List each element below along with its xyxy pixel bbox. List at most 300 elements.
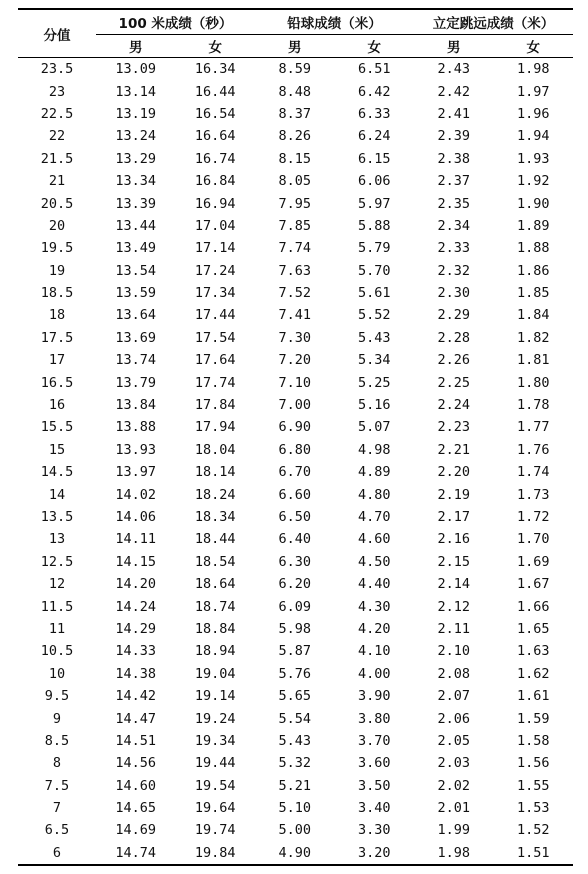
table-row bbox=[18, 483, 573, 505]
cell-100m-male: 13.79 bbox=[115, 374, 157, 391]
cell-100m-female: 18.34 bbox=[194, 509, 236, 525]
cell-100m-female: 19.64 bbox=[194, 800, 236, 817]
cell-shot-male: 5.65 bbox=[278, 688, 311, 705]
cell-shot-female: 3.20 bbox=[335, 842, 415, 865]
cell-score: 7 bbox=[52, 800, 62, 817]
cell-shot-female: 5.70 bbox=[357, 262, 391, 279]
cell-100m-male: 14.06 bbox=[115, 509, 157, 525]
cell-shot-male: 8.05 bbox=[278, 173, 311, 190]
cell-score: 9.5 bbox=[44, 688, 70, 705]
cell-shot-male: 7.30 bbox=[278, 329, 311, 346]
cell-jump-female: 1.89 bbox=[516, 217, 550, 234]
cell-jump-female: 1.74 bbox=[516, 464, 550, 481]
cell-shot-male: 7.00 bbox=[278, 397, 311, 414]
cell-shot-male: 7.85 bbox=[278, 217, 311, 234]
cell-100m-male: 13.93 bbox=[115, 441, 157, 458]
cell-score: 17.5 bbox=[40, 329, 74, 346]
cell-shot-female: 3.80 bbox=[357, 710, 391, 727]
cell-100m-female: 16.54 bbox=[194, 105, 236, 122]
cell-shot-female: 6.06 bbox=[357, 173, 391, 190]
cell-jump-female: 1.85 bbox=[516, 285, 550, 302]
cell-100m-female: 17.44 bbox=[194, 307, 236, 324]
cell-score: 13 bbox=[48, 531, 66, 548]
cell-100m-female: 16.44 bbox=[194, 83, 236, 100]
cell-jump-male: 2.16 bbox=[437, 531, 470, 548]
cell-100m-male: 13.34 bbox=[115, 173, 157, 190]
cell-shot-female: 4.40 bbox=[357, 576, 391, 593]
cell-jump-female: 1.98 bbox=[516, 61, 550, 78]
cell-shot-female: 4.20 bbox=[357, 620, 391, 637]
table-row bbox=[18, 618, 573, 640]
cell-shot-male: 7.74 bbox=[278, 240, 311, 257]
cell-100m-female: 18.14 bbox=[194, 464, 236, 481]
cell-jump-male: 2.11 bbox=[437, 620, 470, 637]
cell-shot-male: 6.40 bbox=[278, 531, 311, 548]
cell-shot-female: 5.88 bbox=[357, 217, 391, 234]
cell-score: 19 bbox=[48, 262, 66, 279]
cell-100m-male: 14.24 bbox=[115, 598, 157, 615]
cell-jump-male: 2.43 bbox=[437, 61, 470, 78]
cell-100m-female: 18.04 bbox=[194, 441, 236, 458]
cell-shot-female: 3.40 bbox=[357, 800, 391, 817]
cell-jump-male: 2.20 bbox=[437, 464, 470, 481]
cell-shot-male: 5.87 bbox=[278, 643, 311, 660]
cell-score: 10 bbox=[48, 665, 66, 682]
cell-100m-male: 14.29 bbox=[115, 620, 157, 637]
cell-shot-female: 4.89 bbox=[357, 464, 391, 481]
cell-100m-male: 13.44 bbox=[115, 217, 157, 234]
cell-shot-female: 5.34 bbox=[357, 352, 391, 369]
cell-100m-female: 18.54 bbox=[194, 553, 236, 570]
score-table-container bbox=[18, 8, 573, 866]
cell-jump-female: 1.86 bbox=[516, 262, 550, 279]
cell-score: 8.5 bbox=[44, 732, 70, 749]
cell-jump-male: 2.42 bbox=[437, 83, 470, 100]
cell-jump-male: 2.32 bbox=[437, 262, 470, 279]
header-shot-female: 女 bbox=[367, 40, 381, 56]
cell-shot-female: 4.10 bbox=[357, 643, 391, 660]
cell-shot-male: 6.09 bbox=[278, 598, 311, 615]
cell-score: 11 bbox=[48, 620, 66, 637]
table-row bbox=[18, 730, 573, 752]
cell-score: 21 bbox=[48, 173, 66, 190]
table-row bbox=[18, 304, 573, 326]
cell-shot-female: 4.50 bbox=[357, 553, 391, 570]
cell-jump-female: 1.90 bbox=[516, 195, 550, 212]
cell-shot-female: 3.30 bbox=[357, 822, 391, 839]
cell-shot-male: 7.10 bbox=[278, 374, 311, 391]
cell-score: 21.5 bbox=[40, 150, 74, 167]
cell-100m-male: 13.74 bbox=[115, 352, 157, 369]
cell-shot-male: 6.90 bbox=[278, 419, 311, 436]
table-row bbox=[18, 506, 573, 528]
header-jump-male: 男 bbox=[447, 40, 461, 56]
cell-shot-male: 7.41 bbox=[278, 307, 311, 324]
table-row bbox=[18, 103, 573, 125]
cell-100m-female: 18.44 bbox=[194, 531, 236, 548]
cell-100m-male: 13.84 bbox=[115, 397, 157, 414]
cell-100m-female: 19.04 bbox=[194, 665, 236, 682]
cell-jump-female: 1.76 bbox=[516, 441, 550, 458]
cell-score: 16.5 bbox=[40, 374, 74, 391]
cell-score: 12.5 bbox=[40, 553, 74, 570]
cell-shot-male: 7.63 bbox=[278, 262, 311, 279]
cell-jump-male: 2.15 bbox=[437, 553, 470, 570]
cell-100m-female: 17.34 bbox=[194, 285, 236, 302]
cell-jump-male: 2.39 bbox=[437, 128, 470, 145]
cell-jump-female: 1.66 bbox=[516, 598, 550, 615]
cell-100m-female: 19.44 bbox=[194, 755, 236, 772]
cell-shot-female: 6.51 bbox=[357, 61, 391, 78]
cell-score: 20 bbox=[48, 217, 66, 234]
cell-jump-female: 1.59 bbox=[516, 710, 550, 727]
cell-shot-female: 4.30 bbox=[357, 598, 391, 615]
table-row bbox=[18, 260, 573, 282]
cell-100m-male: 14.65 bbox=[115, 800, 157, 817]
cell-shot-male: 7.52 bbox=[278, 285, 311, 302]
cell-jump-male: 2.21 bbox=[437, 441, 470, 458]
cell-score: 18 bbox=[48, 307, 66, 324]
cell-jump-female: 1.62 bbox=[516, 665, 550, 682]
cell-score: 6 bbox=[18, 842, 96, 865]
cell-jump-female: 1.67 bbox=[516, 576, 550, 593]
cell-shot-male: 5.54 bbox=[278, 710, 311, 727]
cell-shot-male: 8.59 bbox=[278, 61, 311, 78]
cell-score: 22 bbox=[48, 128, 66, 145]
cell-shot-female: 5.43 bbox=[357, 329, 391, 346]
cell-shot-male: 5.76 bbox=[278, 665, 311, 682]
cell-jump-female: 1.56 bbox=[516, 755, 550, 772]
cell-100m-male: 13.29 bbox=[115, 150, 157, 167]
header-100m-label: 100 米成绩（秒） bbox=[118, 16, 233, 32]
cell-jump-female: 1.72 bbox=[516, 509, 550, 525]
header-long-jump-label: 立定跳远成绩（米） bbox=[432, 16, 555, 32]
cell-shot-female: 3.70 bbox=[357, 732, 391, 749]
table-row bbox=[18, 371, 573, 393]
cell-shot-female: 3.90 bbox=[357, 688, 391, 705]
cell-shot-male: 8.37 bbox=[278, 105, 311, 122]
cell-jump-female: 1.70 bbox=[516, 531, 550, 548]
cell-100m-male: 14.11 bbox=[115, 531, 157, 548]
cell-jump-male: 2.19 bbox=[437, 486, 470, 503]
table-row bbox=[18, 775, 573, 797]
cell-100m-male: 14.33 bbox=[115, 643, 157, 660]
table-row bbox=[18, 170, 573, 192]
cell-jump-female: 1.58 bbox=[516, 732, 550, 749]
cell-shot-male: 8.48 bbox=[278, 83, 311, 100]
table-row bbox=[18, 394, 573, 416]
table-row bbox=[18, 349, 573, 371]
cell-100m-female: 19.24 bbox=[194, 710, 236, 727]
table-row bbox=[18, 528, 573, 550]
cell-score: 9 bbox=[52, 710, 62, 727]
cell-shot-male: 6.60 bbox=[278, 486, 311, 503]
header-jump-female: 女 bbox=[526, 40, 540, 56]
cell-jump-male: 2.10 bbox=[437, 643, 470, 660]
table-row bbox=[18, 58, 573, 81]
cell-score: 18.5 bbox=[40, 285, 74, 302]
cell-shot-female: 5.25 bbox=[357, 374, 391, 391]
cell-jump-male: 2.12 bbox=[437, 598, 470, 615]
cell-shot-female: 3.60 bbox=[357, 755, 391, 772]
header-long-jump bbox=[414, 9, 573, 35]
cell-jump-male: 2.01 bbox=[437, 800, 470, 817]
table-row bbox=[18, 125, 573, 147]
table-row bbox=[18, 192, 573, 214]
cell-jump-male: 2.41 bbox=[437, 105, 470, 122]
cell-shot-male: 5.10 bbox=[278, 800, 311, 817]
cell-shot-female: 4.98 bbox=[357, 441, 391, 458]
table-row bbox=[18, 282, 573, 304]
cell-jump-female: 1.78 bbox=[516, 397, 550, 414]
cell-score: 15.5 bbox=[40, 419, 74, 436]
table-row bbox=[18, 842, 573, 865]
table-row bbox=[18, 752, 573, 774]
cell-100m-female: 17.84 bbox=[194, 397, 236, 414]
cell-jump-female: 1.63 bbox=[516, 643, 550, 660]
table-row bbox=[18, 416, 573, 438]
cell-shot-male: 8.15 bbox=[278, 150, 311, 167]
cell-shot-male: 7.20 bbox=[278, 352, 311, 369]
cell-100m-male: 13.59 bbox=[115, 285, 157, 302]
cell-100m-female: 19.34 bbox=[194, 732, 236, 749]
cell-shot-male: 6.30 bbox=[278, 553, 311, 570]
cell-shot-male: 6.50 bbox=[278, 509, 311, 525]
cell-jump-male: 2.34 bbox=[437, 217, 470, 234]
cell-jump-female: 1.55 bbox=[516, 777, 550, 794]
cell-jump-male: 1.98 bbox=[414, 842, 494, 865]
cell-jump-female: 1.53 bbox=[516, 800, 550, 817]
cell-jump-male: 2.02 bbox=[437, 777, 470, 794]
cell-shot-female: 4.80 bbox=[357, 486, 391, 503]
cell-score: 19.5 bbox=[40, 240, 74, 257]
table-row bbox=[18, 685, 573, 707]
cell-100m-female: 17.64 bbox=[194, 352, 236, 369]
cell-100m-female: 16.74 bbox=[194, 150, 236, 167]
table-row bbox=[18, 797, 573, 819]
cell-jump-male: 2.05 bbox=[437, 732, 470, 749]
cell-100m-male: 13.69 bbox=[115, 329, 157, 346]
cell-jump-male: 2.14 bbox=[437, 576, 470, 593]
cell-100m-male: 14.51 bbox=[115, 732, 157, 749]
cell-100m-male: 14.20 bbox=[115, 576, 157, 593]
cell-shot-female: 6.42 bbox=[357, 83, 391, 100]
cell-jump-female: 1.92 bbox=[516, 173, 550, 190]
table-row bbox=[18, 148, 573, 170]
cell-100m-male: 13.88 bbox=[115, 419, 157, 436]
cell-score: 14.5 bbox=[40, 464, 74, 481]
cell-shot-female: 6.24 bbox=[357, 128, 391, 145]
cell-jump-male: 2.07 bbox=[437, 688, 470, 705]
table-body bbox=[18, 58, 573, 866]
cell-jump-male: 2.33 bbox=[437, 240, 470, 257]
cell-jump-male: 2.28 bbox=[437, 329, 470, 346]
cell-jump-female: 1.81 bbox=[516, 352, 550, 369]
cell-100m-male: 14.56 bbox=[115, 755, 157, 772]
cell-score: 13.5 bbox=[40, 509, 74, 525]
header-100m bbox=[96, 9, 255, 35]
cell-score: 14 bbox=[48, 486, 66, 503]
cell-shot-female: 5.52 bbox=[357, 307, 391, 324]
cell-jump-male: 2.25 bbox=[437, 374, 470, 391]
cell-jump-male: 2.08 bbox=[437, 665, 470, 682]
cell-100m-female: 19.84 bbox=[176, 842, 256, 865]
cell-score: 12 bbox=[48, 576, 66, 593]
cell-100m-male: 13.14 bbox=[115, 83, 157, 100]
cell-shot-female: 5.16 bbox=[357, 397, 391, 414]
cell-jump-male: 2.38 bbox=[437, 150, 470, 167]
cell-jump-male: 2.35 bbox=[437, 195, 470, 212]
cell-score: 20.5 bbox=[40, 195, 74, 212]
table-row bbox=[18, 819, 573, 841]
table-row bbox=[18, 327, 573, 349]
cell-score: 15 bbox=[48, 441, 66, 458]
cell-jump-female: 1.97 bbox=[516, 83, 550, 100]
cell-jump-male: 2.23 bbox=[437, 419, 470, 436]
table-row bbox=[18, 551, 573, 573]
cell-100m-male: 14.69 bbox=[115, 822, 157, 839]
table-row bbox=[18, 707, 573, 729]
table-row bbox=[18, 80, 573, 102]
cell-shot-female: 5.07 bbox=[357, 419, 391, 436]
cell-100m-female: 16.64 bbox=[194, 128, 236, 145]
cell-jump-female: 1.80 bbox=[516, 374, 550, 391]
cell-shot-male: 6.20 bbox=[278, 576, 311, 593]
cell-shot-male: 5.43 bbox=[278, 732, 311, 749]
cell-100m-male: 13.09 bbox=[115, 61, 157, 78]
cell-jump-male: 2.30 bbox=[437, 285, 470, 302]
cell-100m-male: 14.42 bbox=[115, 688, 157, 705]
cell-shot-male: 6.80 bbox=[278, 441, 311, 458]
cell-shot-female: 4.70 bbox=[357, 509, 391, 525]
cell-jump-male: 2.06 bbox=[437, 710, 470, 727]
cell-shot-female: 5.79 bbox=[357, 240, 391, 257]
cell-score: 23.5 bbox=[40, 61, 74, 78]
cell-shot-male: 4.90 bbox=[255, 842, 335, 865]
cell-100m-female: 18.94 bbox=[194, 643, 236, 660]
cell-jump-female: 1.65 bbox=[516, 620, 550, 637]
cell-100m-female: 18.64 bbox=[194, 576, 236, 593]
cell-shot-female: 3.50 bbox=[357, 777, 391, 794]
cell-shot-male: 5.21 bbox=[278, 777, 311, 794]
cell-100m-female: 17.74 bbox=[194, 374, 236, 391]
cell-score: 23 bbox=[48, 83, 66, 100]
cell-jump-male: 2.29 bbox=[437, 307, 470, 324]
cell-100m-female: 19.14 bbox=[194, 688, 236, 705]
cell-jump-female: 1.88 bbox=[516, 240, 550, 257]
table-row bbox=[18, 461, 573, 483]
cell-score: 22.5 bbox=[40, 105, 74, 122]
cell-100m-female: 16.94 bbox=[194, 195, 236, 212]
cell-100m-male: 14.60 bbox=[115, 777, 157, 794]
cell-shot-male: 7.95 bbox=[278, 195, 311, 212]
cell-100m-male: 13.19 bbox=[115, 105, 157, 122]
cell-jump-male: 1.99 bbox=[437, 822, 470, 839]
cell-100m-female: 19.54 bbox=[194, 777, 236, 794]
cell-100m-male: 13.24 bbox=[115, 128, 157, 145]
cell-100m-male: 14.15 bbox=[115, 553, 157, 570]
cell-jump-female: 1.69 bbox=[516, 553, 550, 570]
cell-score: 17 bbox=[48, 352, 66, 369]
cell-jump-female: 1.51 bbox=[494, 842, 574, 865]
cell-score: 6.5 bbox=[44, 822, 70, 839]
cell-100m-female: 17.94 bbox=[194, 419, 236, 436]
header-100m-male: 男 bbox=[129, 40, 143, 56]
cell-jump-male: 2.37 bbox=[437, 173, 470, 190]
cell-100m-female: 17.54 bbox=[194, 329, 236, 346]
header-shot-put-label: 铅球成绩（米） bbox=[287, 16, 382, 32]
cell-score: 16 bbox=[48, 397, 66, 414]
cell-jump-female: 1.94 bbox=[516, 128, 550, 145]
cell-100m-female: 18.84 bbox=[194, 620, 236, 637]
cell-100m-female: 17.04 bbox=[194, 217, 236, 234]
table-row bbox=[18, 663, 573, 685]
cell-100m-male: 13.64 bbox=[115, 307, 157, 324]
header-score: 分值 bbox=[43, 27, 71, 44]
cell-100m-male: 13.49 bbox=[115, 240, 157, 257]
cell-100m-male: 14.47 bbox=[115, 710, 157, 727]
table-row bbox=[18, 237, 573, 259]
cell-jump-female: 1.96 bbox=[516, 105, 550, 122]
cell-score: 10.5 bbox=[40, 643, 74, 660]
cell-100m-female: 17.24 bbox=[194, 262, 236, 279]
cell-shot-female: 4.60 bbox=[357, 531, 391, 548]
cell-100m-male: 13.39 bbox=[115, 195, 157, 212]
cell-100m-female: 16.34 bbox=[194, 61, 236, 78]
cell-score: 7.5 bbox=[44, 777, 70, 794]
cell-jump-male: 2.24 bbox=[437, 397, 470, 414]
cell-jump-female: 1.61 bbox=[516, 688, 550, 705]
cell-shot-female: 4.00 bbox=[357, 665, 391, 682]
cell-100m-female: 18.24 bbox=[194, 486, 236, 503]
cell-jump-female: 1.82 bbox=[516, 329, 550, 346]
score-table bbox=[18, 8, 573, 866]
table-row bbox=[18, 215, 573, 237]
cell-shot-male: 5.00 bbox=[278, 822, 311, 839]
cell-shot-male: 8.26 bbox=[278, 128, 311, 145]
cell-shot-male: 6.70 bbox=[278, 464, 311, 481]
table-row bbox=[18, 640, 573, 662]
cell-jump-male: 2.17 bbox=[437, 509, 470, 525]
header-shot-male: 男 bbox=[288, 40, 302, 56]
cell-shot-female: 5.61 bbox=[357, 285, 391, 302]
cell-shot-male: 5.98 bbox=[278, 620, 311, 637]
header-shot-put bbox=[255, 9, 414, 35]
table-row bbox=[18, 439, 573, 461]
cell-100m-female: 18.74 bbox=[194, 598, 236, 615]
cell-100m-male: 14.74 bbox=[96, 842, 176, 865]
cell-100m-female: 17.14 bbox=[194, 240, 236, 257]
cell-jump-female: 1.84 bbox=[516, 307, 550, 324]
cell-100m-male: 13.54 bbox=[115, 262, 157, 279]
cell-100m-male: 14.02 bbox=[115, 486, 157, 503]
cell-shot-female: 5.97 bbox=[357, 195, 391, 212]
cell-score: 8 bbox=[52, 755, 62, 772]
header-100m-female: 女 bbox=[208, 40, 222, 56]
cell-jump-male: 2.26 bbox=[437, 352, 470, 369]
cell-100m-male: 14.38 bbox=[115, 665, 157, 682]
cell-jump-female: 1.77 bbox=[516, 419, 550, 436]
table-row bbox=[18, 595, 573, 617]
cell-jump-female: 1.73 bbox=[516, 486, 550, 503]
cell-jump-female: 1.52 bbox=[516, 822, 550, 839]
cell-score: 11.5 bbox=[40, 598, 74, 615]
cell-jump-female: 1.93 bbox=[516, 150, 550, 167]
cell-shot-female: 6.33 bbox=[357, 105, 391, 122]
table-row bbox=[18, 573, 573, 595]
cell-shot-male: 5.32 bbox=[278, 755, 311, 772]
cell-shot-female: 6.15 bbox=[357, 150, 391, 167]
